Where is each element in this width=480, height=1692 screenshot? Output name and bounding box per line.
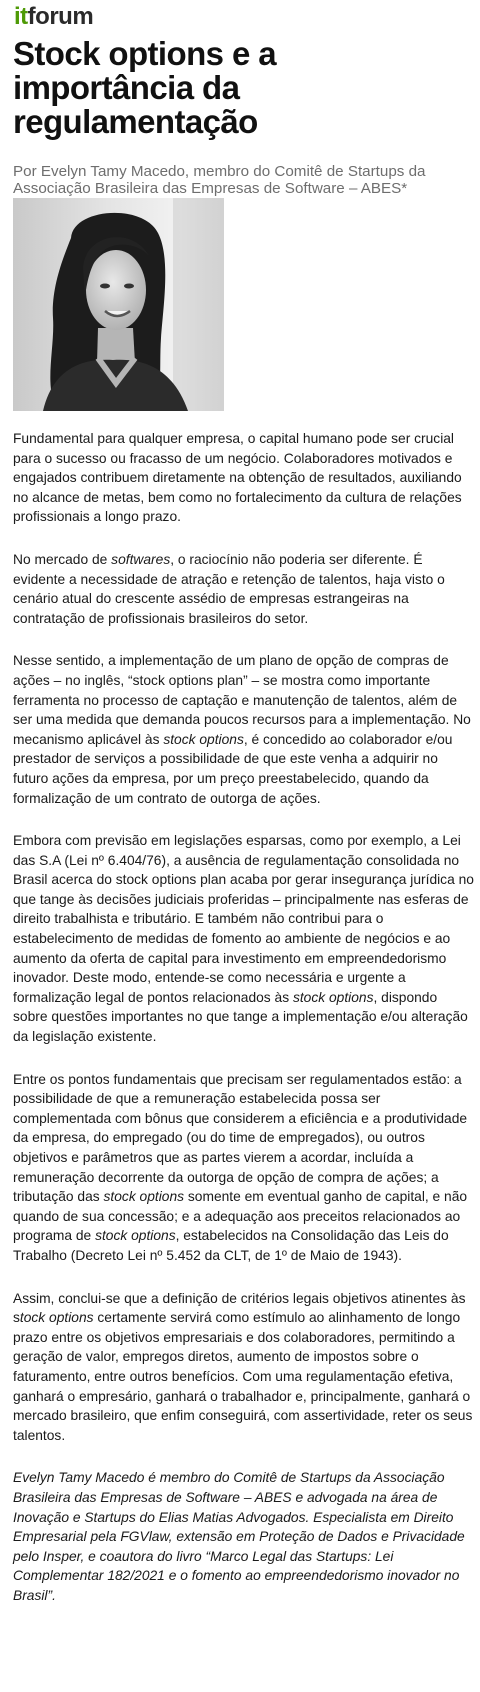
- logo-forum: forum: [27, 3, 94, 30]
- article-body: [13, 429, 475, 1628]
- article-paragraph: [13, 831, 475, 1047]
- article-paragraph: [13, 1070, 475, 1266]
- italic-text: stock options: [163, 731, 244, 747]
- logo-it: it: [14, 3, 28, 30]
- paragraph-text: Entre os pontos fundamentais que precisam ser regulamentados estão: a possibilidade de que a remuneração estabelecida possa ser complementada com bônus que considerem a eficiência e a produtividade da empresa, do empregado (ou do time de empregados), ou outros objetivos e parâmetros que as partes vierem a acordar, incluída a remuneração decorrente da outorga de opção de compra de ações; a tributação das: [13, 1071, 468, 1205]
- italic-text: softwares: [111, 551, 171, 567]
- paragraph-text: , estabelecidos na Consolidação das Leis do Trabalho (Decreto Lei nº 5.452 da CLT, de 1º de Maio de 1943).: [13, 1228, 449, 1263]
- paragraph-text: somente em eventual ganho de capital, e não quando de sua concessão; e a adequação aos preceitos relacionados ao programa de: [13, 1189, 468, 1244]
- paragraph-text: Fundamental para qualquer empresa, o capital humano pode ser crucial para o sucesso ou fracasso de um negócio. Colaboradores motivados e engajados contribuem diretamente na obtenção de resultados, auxiliando no alcance de metas, bem como no fortalecimento da cultura de relações profissionais a longo prazo.: [13, 431, 462, 525]
- paragraph-text: certamente servirá como estímulo ao alinhamento de longo prazo entre os objetivos empresariais e dos colaboradores, permitindo a geração de valor, empregos diretos, aumento de impostos sobre o faturamento, entre outros benefícios. Com uma regulamentação efetiva, ganhará o empresário, ganhará o trabalhador e, principalmente, ganhará o mercado brasileiro, que enfim conseguirá, com assertividade, reter os seus talentos.: [13, 1310, 473, 1443]
- italic-text: stock options: [103, 1189, 185, 1205]
- paragraph-text: No mercado de: [13, 551, 112, 567]
- paragraph-text: , dispondo sobre questões importantes no que tange a implementação e/ou alteração da legislação existente.: [13, 989, 468, 1045]
- author-photo-icon: [13, 198, 224, 411]
- italic-text: tock options: [19, 1310, 94, 1326]
- italic-text: stock options: [292, 989, 374, 1005]
- article-title: Stock options e a importância da regulamentação: [13, 35, 277, 140]
- author-photo: [13, 198, 224, 411]
- article-paragraph: [13, 429, 475, 527]
- paragraph-text: Embora com previsão em legislações esparsas, como por exemplo, a Lei das S.A (Lei nº 6.404/76), a ausência de regulamentação consolidada no Brasil acerca do stock options plan acaba por gerar insegurança jurídica no que tange às decisões judiciais proferidas – principalmente nas esferas de direito trabalhista e tributário. E também não contribui para o estabelecimento de medidas de fomento ao ambiente de negócios e ao aumento da oferta de capital para investimento em empreendedorismo inovador. Deste modo, entende-se como necessária e urgente a formalização legal de pontos relacionados às: [13, 833, 474, 1005]
- article-paragraph: [13, 1289, 475, 1446]
- author-bio: Evelyn Tamy Macedo é membro do Comitê de Startups da Associação Brasileira das Empresas de Software – ABES e advogada na área de Inovação e Startups do Elias Matias Advogados. Especialista em Direito Empresarial pela FGVlaw, extensão em Proteção de Dados e Privacidade pelo Insper, e coautora do livro “Marco Legal das Startups: Lei Complementar 182/2021 e o fomento ao empreendedorismo inovador no Brasil”.: [13, 1470, 465, 1603]
- italic-text: stock options: [95, 1228, 176, 1244]
- paragraph-text: Nesse sentido, a implementação de um plano de opção de compras de ações – no inglês, “stock options plan” – se mostra como importante ferramenta no processo de captação e manutenção de talentos, além de ser uma medida que demanda poucos recursos para a implementação. No mecanismo aplicável às: [13, 653, 471, 747]
- article-byline: Por Evelyn Tamy Macedo, membro do Comitê de Startups da Associação Brasileira das Empresas de Software – ABES*: [13, 163, 426, 197]
- paragraph-text: , o raciocínio não poderia ser diferente. É evidente a necessidade de atração e retenção de talentos, haja visto o cenário atual do crescente assédio de empresas estrangeiras na contratação de profissionais brasileiros do setor.: [13, 551, 445, 626]
- itforum-logo[interactable]: [14, 3, 93, 31]
- article-paragraph: [13, 651, 475, 808]
- article-paragraph: [13, 550, 475, 628]
- paragraph-text: , é concedido ao colaborador e/ou prestador de serviços a possibilidade de que este venha a adquirir no futuro ações da empresa, por um preço preestabelecido, quando da formalização de um contrato de outorga de ações.: [13, 731, 453, 806]
- paragraph-text: Assim, conclui-se que a definição de critérios legais objetivos atinentes às s: [13, 1290, 466, 1326]
